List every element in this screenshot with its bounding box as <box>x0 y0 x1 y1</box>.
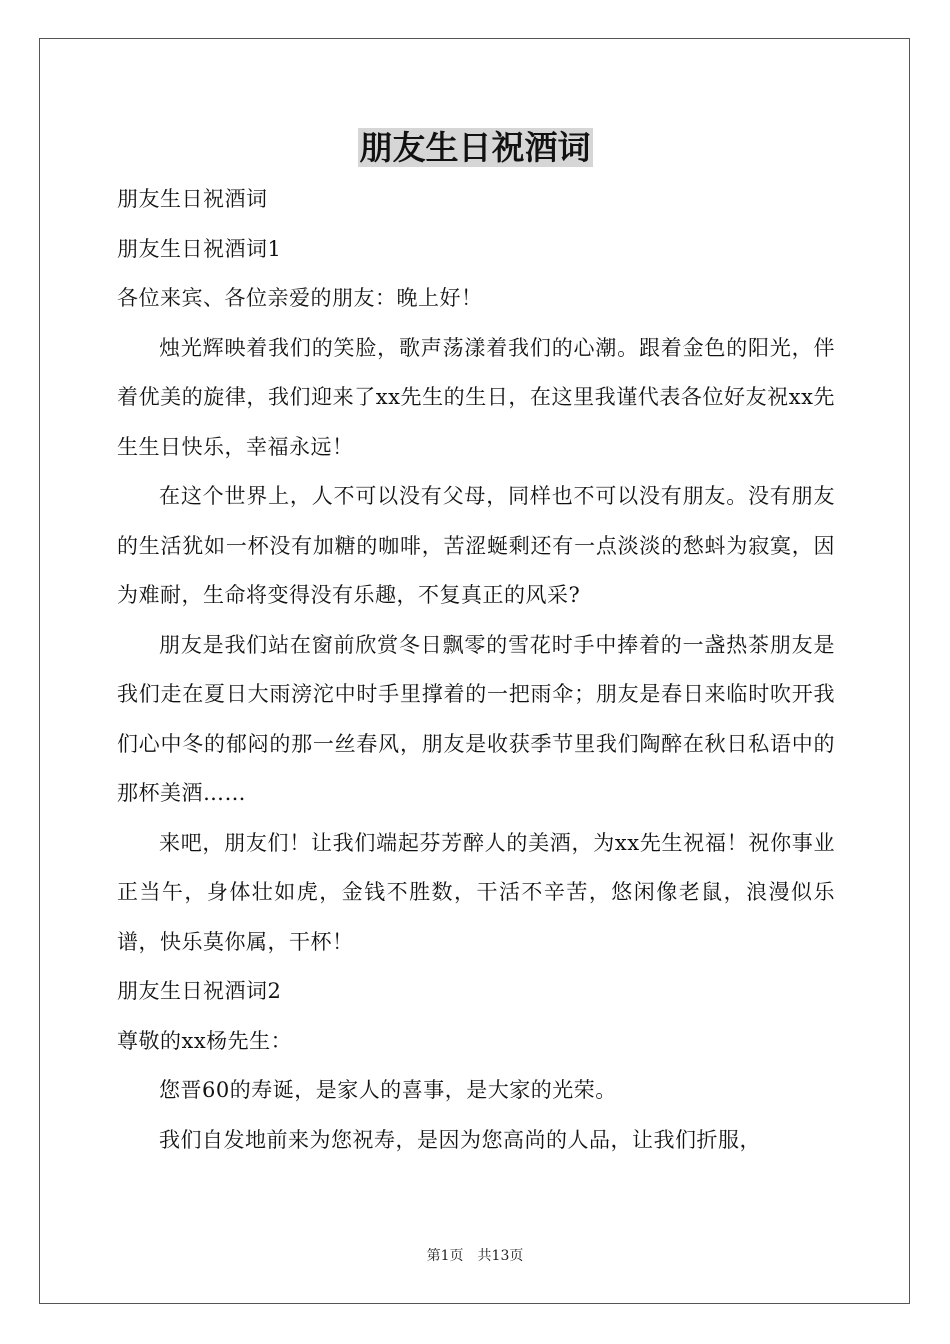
paragraph: 我们自发地前来为您祝寿，是因为您高尚的人品，让我们折服， <box>159 1127 761 1152</box>
salutation-1: 各位来宾、各位亲爱的朋友：晚上好！ <box>117 286 483 310</box>
paragraph: 朋友是我们站在窗前欣赏冬日飘零的雪花时手中捧着的一盏热茶朋友是我们走在夏日大雨滂沱中时手里撑着的一把雨伞；朋友是春日来临时吹开我们心中冬的郁闷的那一丝春风，朋友是收获季节里我们陶醉在秋日私语中的那杯美酒…… <box>117 632 835 805</box>
page-total: 共13页 <box>477 1248 524 1264</box>
paragraph: 烛光辉映着我们的笑脸，歌声荡漾着我们的心潮。跟着金色的阳光，伴着优美的旋律，我们迎来了xx先生的生日，在这里我谨代表各位好友祝xx先生生日快乐，幸福永远！ <box>117 335 835 459</box>
paragraph: 来吧，朋友们！让我们端起芬芳醉人的美酒，为xx先生祝福！祝你事业正当午，身体壮如虎，金钱不胜数，干活不辛苦，悠闲像老鼠，浪漫似乐谱，快乐莫你属，干杯！ <box>117 830 835 954</box>
page-footer <box>0 1246 950 1266</box>
document-title-text: 朋友生日祝酒词 <box>359 128 591 167</box>
paragraph: 在这个世界上，人不可以没有父母，同样也不可以没有朋友。没有朋友的生活犹如一杯没有加糖的咖啡，苦涩蜒剩还有一点淡淡的愁蚪为寂寞，因为难耐，生命将变得没有乐趣，不复真正的风采? <box>117 484 835 607</box>
page-number: 第1页 <box>426 1248 464 1264</box>
section-heading-1: 朋友生日祝酒词1 <box>117 236 282 261</box>
paragraph-heading: 朋友生日祝酒词 <box>117 187 268 211</box>
paragraph: 您晋60的寿诞，是家人的喜事，是大家的光荣。 <box>159 1078 617 1102</box>
section-heading-2: 朋友生日祝酒词2 <box>117 979 282 1003</box>
salutation-2: 尊敬的xx杨先生： <box>117 1028 293 1053</box>
document-body <box>117 175 835 1165</box>
document-title <box>0 126 950 170</box>
